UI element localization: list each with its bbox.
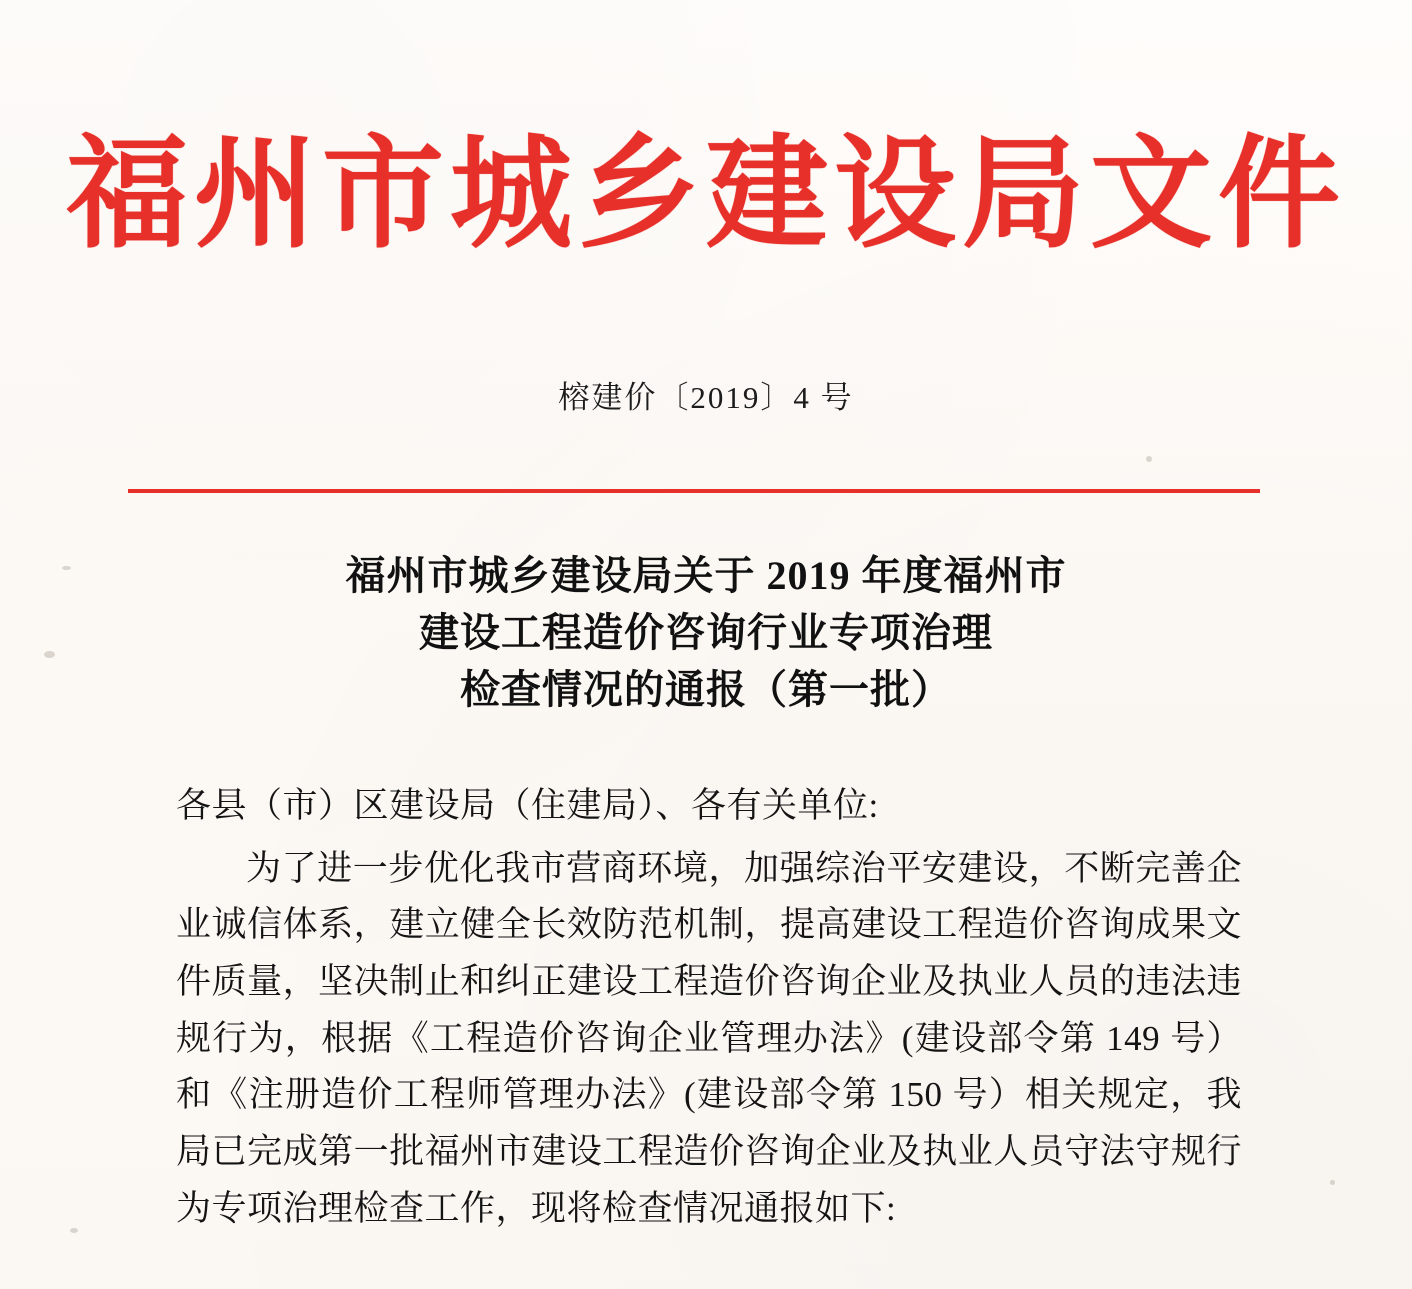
page-title-line-2: 建设工程造价咨询行业专项治理 [419,609,993,655]
scan-speck [70,1228,78,1233]
page-title-line-1: 福州市城乡建设局关于 2019 年度福州市 [345,553,1067,598]
document-number: 榕建价〔2019〕4 号 [558,380,854,415]
page-title [0,548,1412,718]
salutation-line: 各县（市）区建设局（住建局）、各有关单位: [176,786,879,825]
page-title-line-3: 检查情况的通报（第一批） [460,666,952,712]
body-paragraph: 为了进一步优化我市营商环境，加强综治平安建设，不断完善企业诚信体系，建立健全长效防范机制，提高建设工程造价咨询成果文件质量，坚决制止和纠正建设工程造价咨询企业及执业人员的违法违规行为，根据《工程造价咨询企业管理办法》(建设部令第 149 号）和《注册造价工程师管理办法》(建设部令第 150 号）相关规定，我局已完成第一批福州市建设工程造价咨询企业及执业人员守法守规行为专项治理检查工作，现将检查情况通报如下: [176,848,1242,1228]
scan-speck [1330,1180,1335,1185]
red-divider-rule [128,489,1260,493]
document-masthead-title: 福州市城乡建设局文件 [66,121,1346,265]
document-body [176,778,1242,1238]
scan-speck [1146,456,1152,462]
